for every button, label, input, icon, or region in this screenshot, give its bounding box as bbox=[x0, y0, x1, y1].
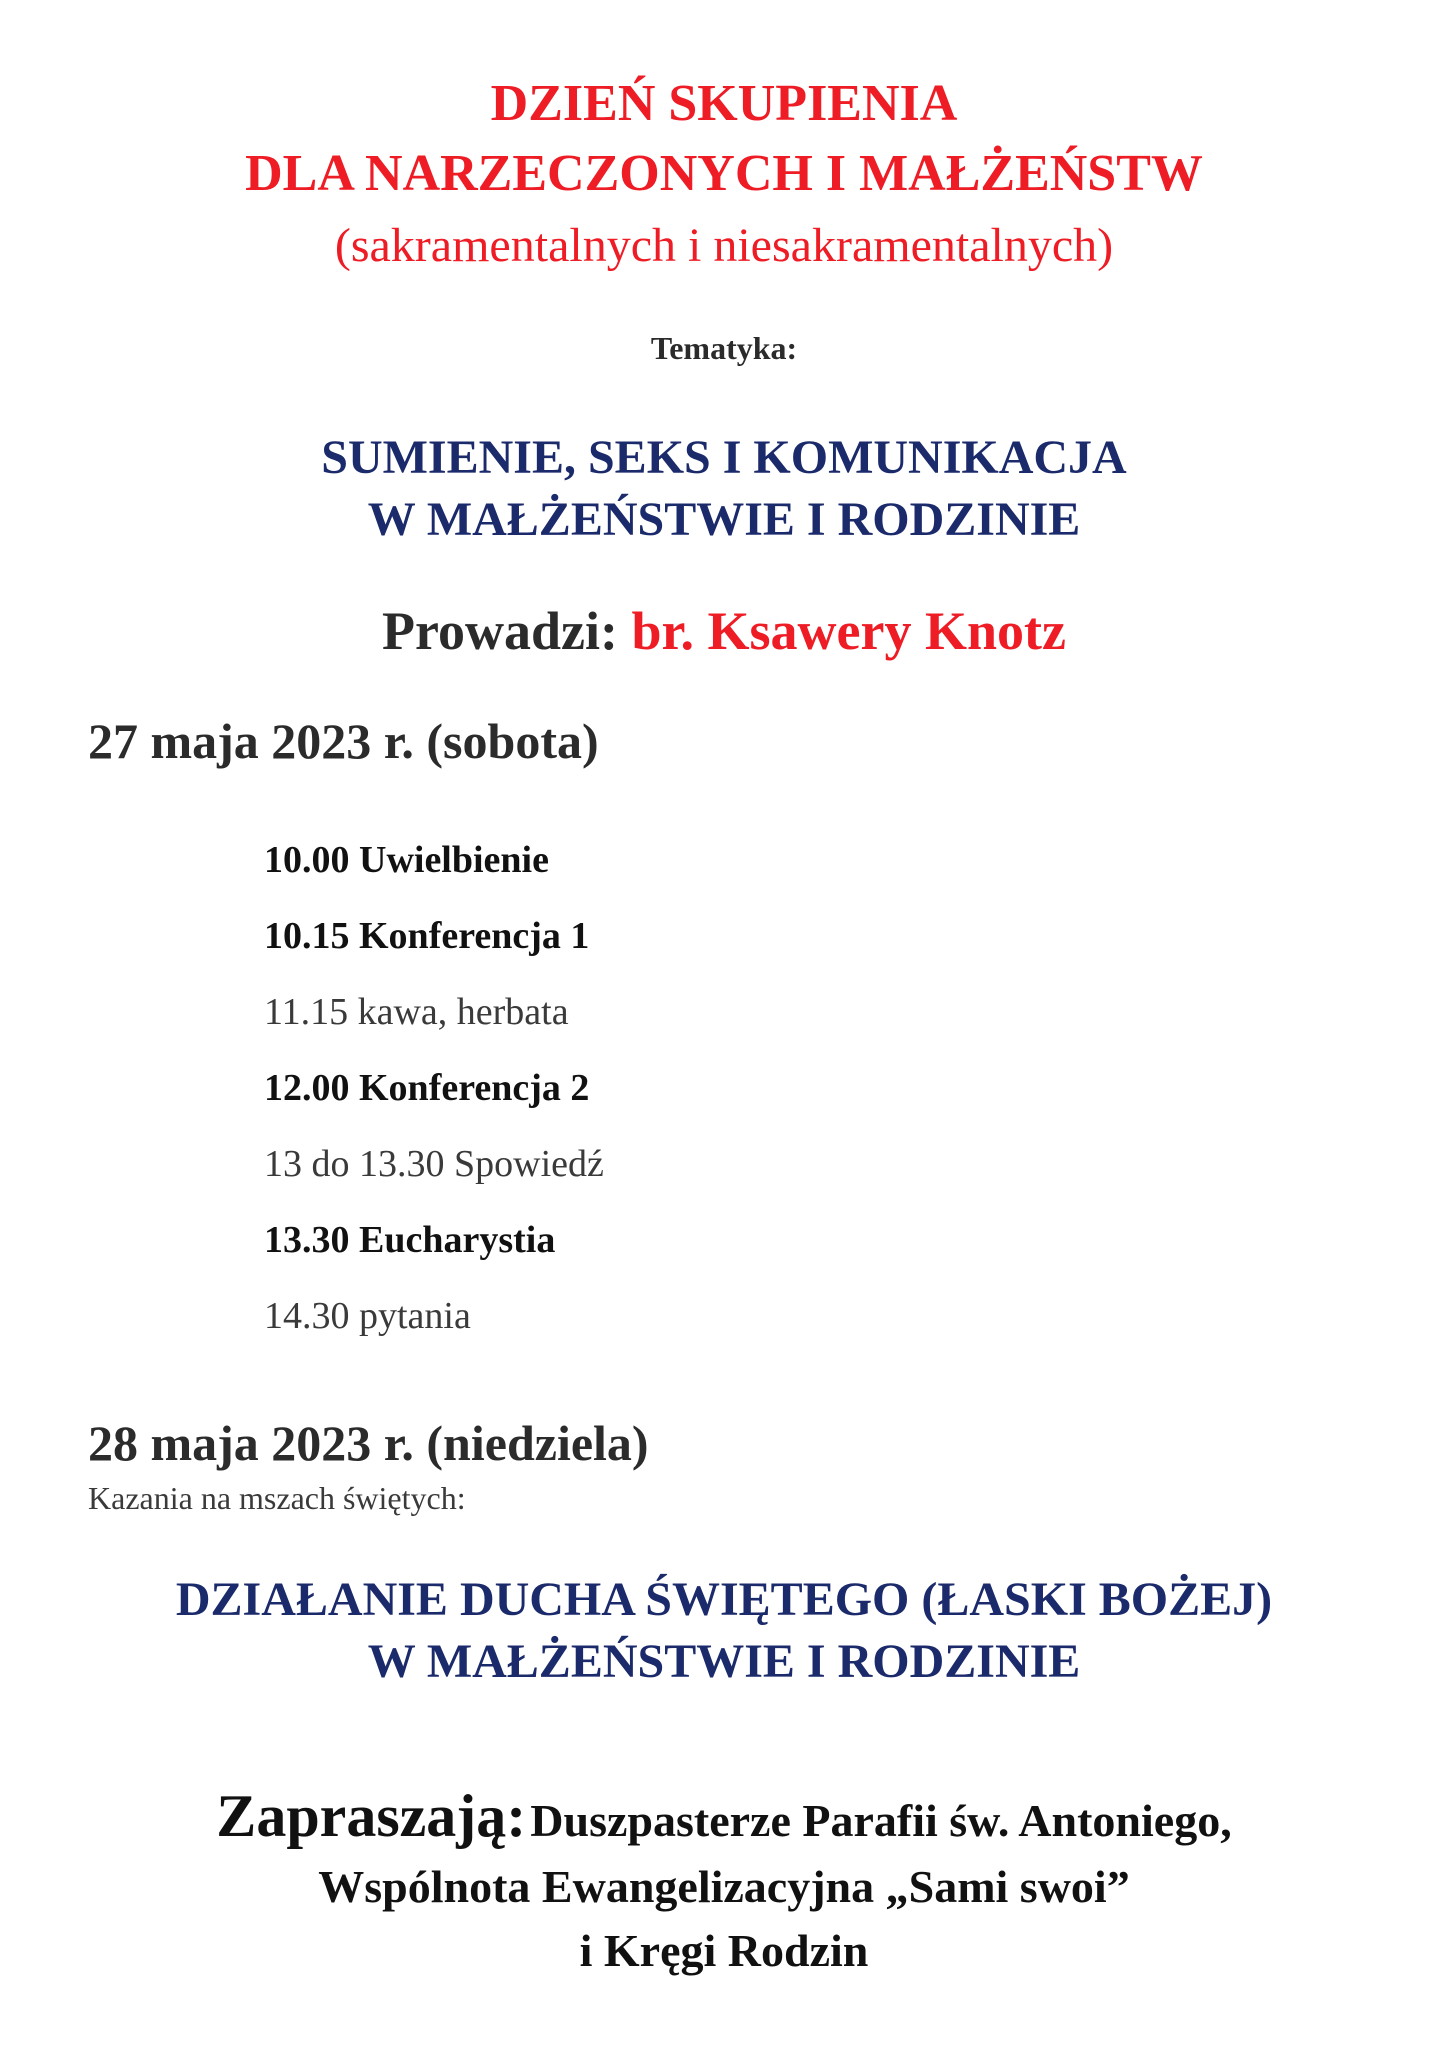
day2-theme-line-2: W MAŁŻEŃSTWIE I RODZINIE bbox=[367, 1635, 1081, 1688]
invitation-line-2: Wspólnota Ewangelizacyjna „Sami swoi” bbox=[318, 1861, 1130, 1912]
schedule-item: 12.00 Konferencja 2 bbox=[264, 1067, 590, 1109]
schedule-item: 13.30 Eucharystia bbox=[264, 1219, 556, 1261]
schedule-item: 10.00 Uwielbienie bbox=[264, 839, 549, 881]
topic-line-1: SUMIENIE, SEKS I KOMUNIKACJA bbox=[321, 431, 1127, 484]
invitation-label: Zapraszają: bbox=[216, 1783, 527, 1849]
topic-label: Tematyka: bbox=[650, 330, 798, 366]
title-line-3: (sakramentalnych i niesakramentalnych) bbox=[334, 219, 1114, 272]
topic-line-2: W MAŁŻEŃSTWIE I RODZINIE bbox=[367, 493, 1081, 546]
invitation-line-1 bbox=[0, 1782, 1448, 1851]
day2-date: 28 maja 2023 r. (niedziela) bbox=[88, 1415, 649, 1471]
title-line-1: DZIEŃ SKUPIENIA bbox=[490, 75, 958, 132]
leader-label: Prowadzi: bbox=[382, 601, 618, 661]
schedule-item: 10.15 Konferencja 1 bbox=[264, 915, 590, 957]
leader-line bbox=[0, 600, 1448, 662]
schedule-item: 13 do 13.30 Spowiedź bbox=[264, 1143, 604, 1185]
day2-subtitle: Kazania na mszach świętych: bbox=[88, 1480, 466, 1516]
title-line-2: DLA NARZECZONYCH I MAŁŻEŃSTW bbox=[245, 145, 1203, 202]
invitation-text-1: Duszpasterze Parafii św. Antoniego, bbox=[530, 1795, 1232, 1846]
schedule-item: 14.30 pytania bbox=[264, 1295, 471, 1337]
day1-date: 27 maja 2023 r. (sobota) bbox=[88, 713, 599, 769]
day2-theme-line-1: DZIAŁANIE DUCHA ŚWIĘTEGO (ŁASKI BOŻEJ) bbox=[175, 1573, 1273, 1626]
schedule-item: 11.15 kawa, herbata bbox=[264, 991, 569, 1033]
invitation-line-3: i Kręgi Rodzin bbox=[579, 1925, 869, 1976]
leader-name: br. Ksawery Knotz bbox=[631, 601, 1066, 661]
